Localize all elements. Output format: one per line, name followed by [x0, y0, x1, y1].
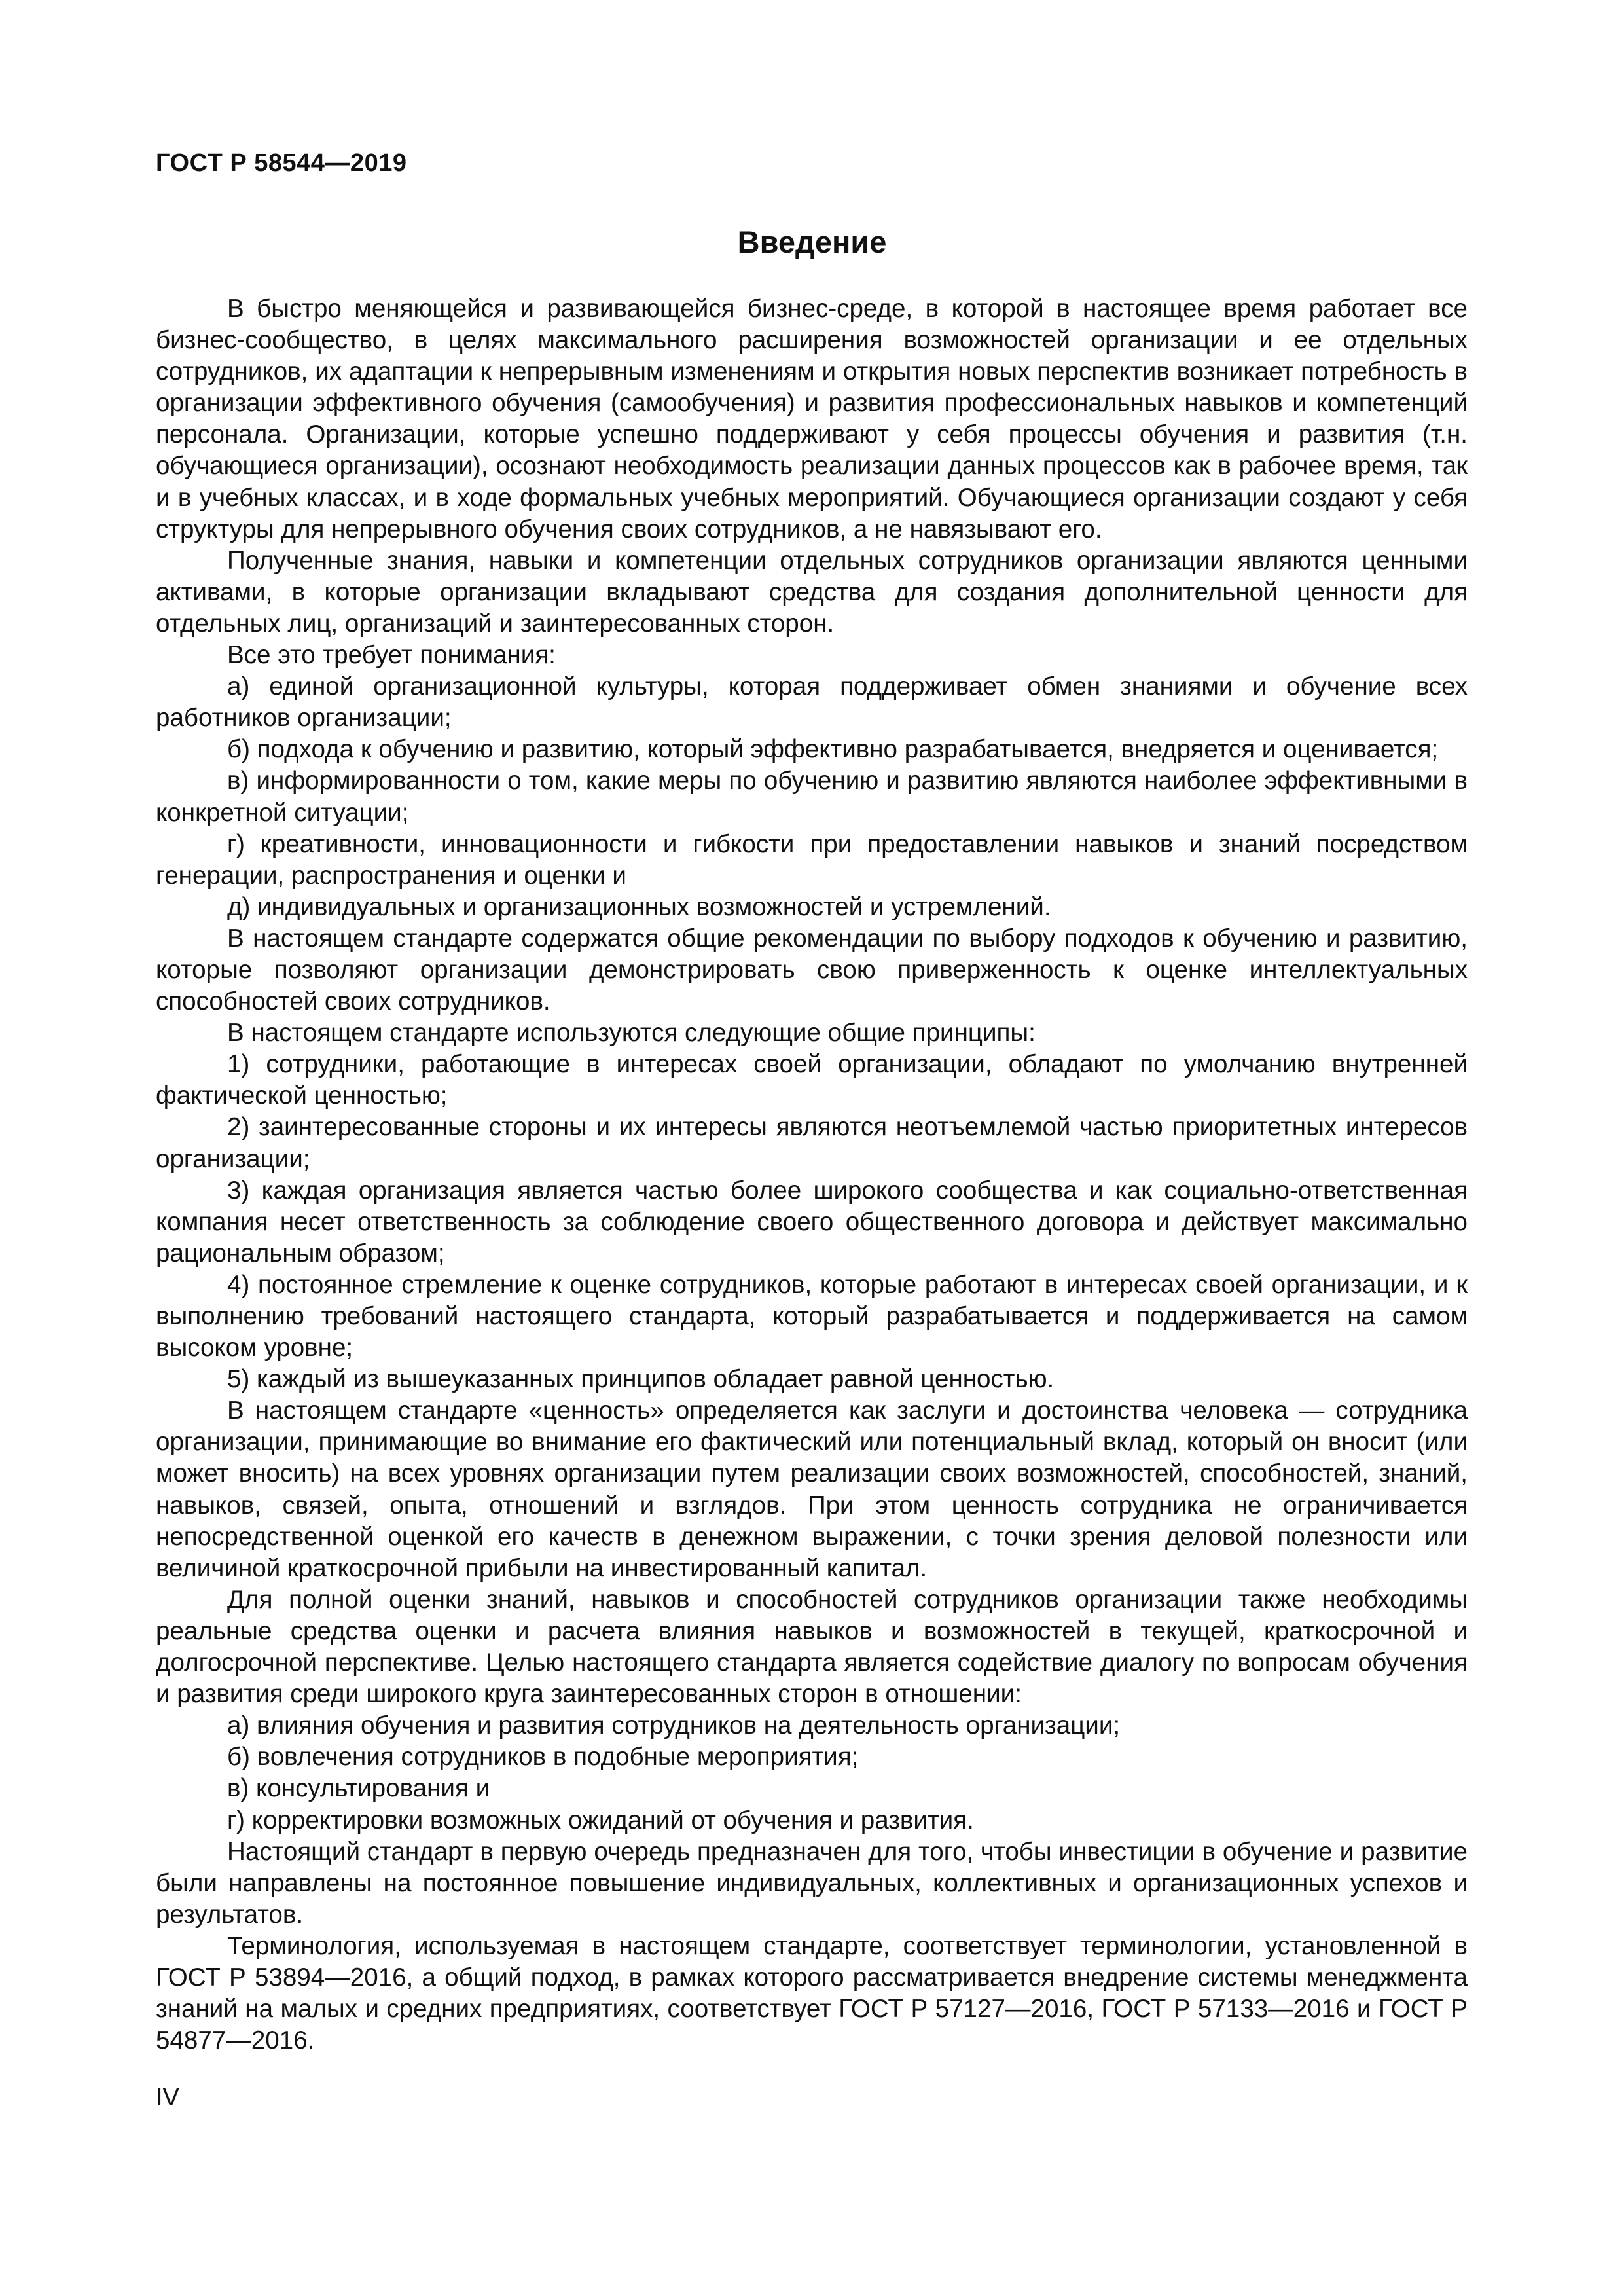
document-code: ГОСТ Р 58544—2019 [156, 149, 407, 177]
paragraph: Терминология, используемая в настоящем стандарте, соответствует терминологии, установленной в ГОСТ Р 53894—2016, а общий подход, в рамках которого рассматривается внедрение системы менеджмента знаний на малых и средних предприятиях, соответствует ГОСТ Р 57127—2016, ГОСТ Р 57133—2016 и ГОСТ Р 54877—2016. [156, 1931, 1468, 2055]
list-item: а) влияния обучения и развития сотрудников на деятельность организации; [227, 1711, 1121, 1740]
list-item: в) консультирования и [227, 1774, 490, 1803]
document-body [156, 293, 1468, 2056]
paragraph: Полученные знания, навыки и компетенции отдельных сотрудников организации являются ценными активами, в которые организации вкладывают средства для создания дополнительной ценности для отдельных лиц, организаций и заинтересованных сторон. [156, 546, 1468, 638]
list-item: в) информированности о том, какие меры по обучению и развитию являются наиболее эффективными в конкретной ситуации; [156, 767, 1468, 827]
paragraph: В быстро меняющейся и развивающейся бизнес-среде, в которой в настоящее время работает все бизнес-сообщество, в целях максимального расширения возможностей организации и ее отдельных сотрудников, их адаптации к непрерывным изменениям и открытия новых перспектив возникает потребность в организации эффективного обучения (самообучения) и развития профессиональных навыков и компетенций персонала. Организации, которые успешно поддерживают у себя процессы обучения и развития (т.н. обучающиеся организации), осознают необходимость реализации данных процессов как в рабочее время, так и в учебных классах, и в ходе формальных учебных мероприятий. Обучающиеся организации создают у себя структуры для непрерывного обучения своих сотрудников, а не навязывают его. [156, 295, 1468, 543]
list-item: а) единой организационной культуры, которая поддерживает обмен знаниями и обучение всех работников организации; [156, 672, 1468, 733]
list-item: 3) каждая организация является частью более широкого сообщества и как социально-ответственная компания несет ответственность за соблюдение своего общественного договора и действует максимально рациональным образом; [156, 1176, 1468, 1267]
paragraph: В настоящем стандарте используются следующие общие принципы: [227, 1019, 1036, 1048]
paragraph: Все это требует понимания: [227, 641, 556, 670]
section-title: Введение [737, 225, 887, 259]
list-item: 1) сотрудники, работающие в интересах своей организации, обладают по умолчанию внутренней фактической ценностью; [156, 1050, 1468, 1110]
list-item: 5) каждый из вышеуказанных принципов обладает равной ценностью. [227, 1365, 1055, 1394]
list-item: б) подхода к обучению и развитию, который эффективно разрабатывается, внедряется и оценивается; [227, 735, 1439, 764]
page-number: IV [156, 2084, 179, 2111]
paragraph: В настоящем стандарте содержатся общие рекомендации по выбору подходов к обучению и развитию, которые позволяют организации демонстрировать свою приверженность к оценке интеллектуальных способностей своих сотрудников. [156, 924, 1468, 1016]
paragraph: Для полной оценки знаний, навыков и способностей сотрудников организации также необходимы реальные средства оценки и расчета влияния навыков и возможностей в текущей, краткосрочной и долгосрочной перспективе. Целью настоящего стандарта является содействие диалогу по вопросам обучения и развития среди широкого круга заинтересованных сторон в отношении: [156, 1585, 1468, 1709]
list-item: 2) заинтересованные стороны и их интересы являются неотъемлемой частью приоритетных интересов организации; [156, 1113, 1468, 1173]
list-item: г) корректировки возможных ожиданий от обучения и развития. [227, 1806, 974, 1834]
list-item: 4) постоянное стремление к оценке сотрудников, которые работают в интересах своей организации, и к выполнению требований настоящего стандарта, который разрабатывается и поддерживается на самом высоком уровне; [156, 1270, 1468, 1362]
list-item: д) индивидуальных и организационных возможностей и устремлений. [227, 892, 1051, 921]
paragraph: В настоящем стандарте «ценность» определяется как заслуги и достоинства человека — сотрудника организации, принимающие во внимание его фактический или потенциальный вклад, который он вносит (или может вносить) на всех уровнях организации путем реализации своих возможностей, способностей, знаний, навыков, связей, опыта, отношений и взглядов. При этом ценность сотрудника не ограничивается непосредственной оценкой его качеств в денежном выражении, с точки зрения деловой полезности или величиной краткосрочной прибыли на инвестированный капитал. [156, 1396, 1468, 1582]
list-item: б) вовлечения сотрудников в подобные мероприятия; [227, 1743, 859, 1772]
paragraph: Настоящий стандарт в первую очередь предназначен для того, чтобы инвестиции в обучение и развитие были направлены на постоянное повышение индивидуальных, коллективных и организационных успехов и результатов. [156, 1837, 1468, 1929]
list-item: г) креативности, инновационности и гибкости при предоставлении навыков и знаний посредством генерации, распространения и оценки и [156, 829, 1468, 890]
